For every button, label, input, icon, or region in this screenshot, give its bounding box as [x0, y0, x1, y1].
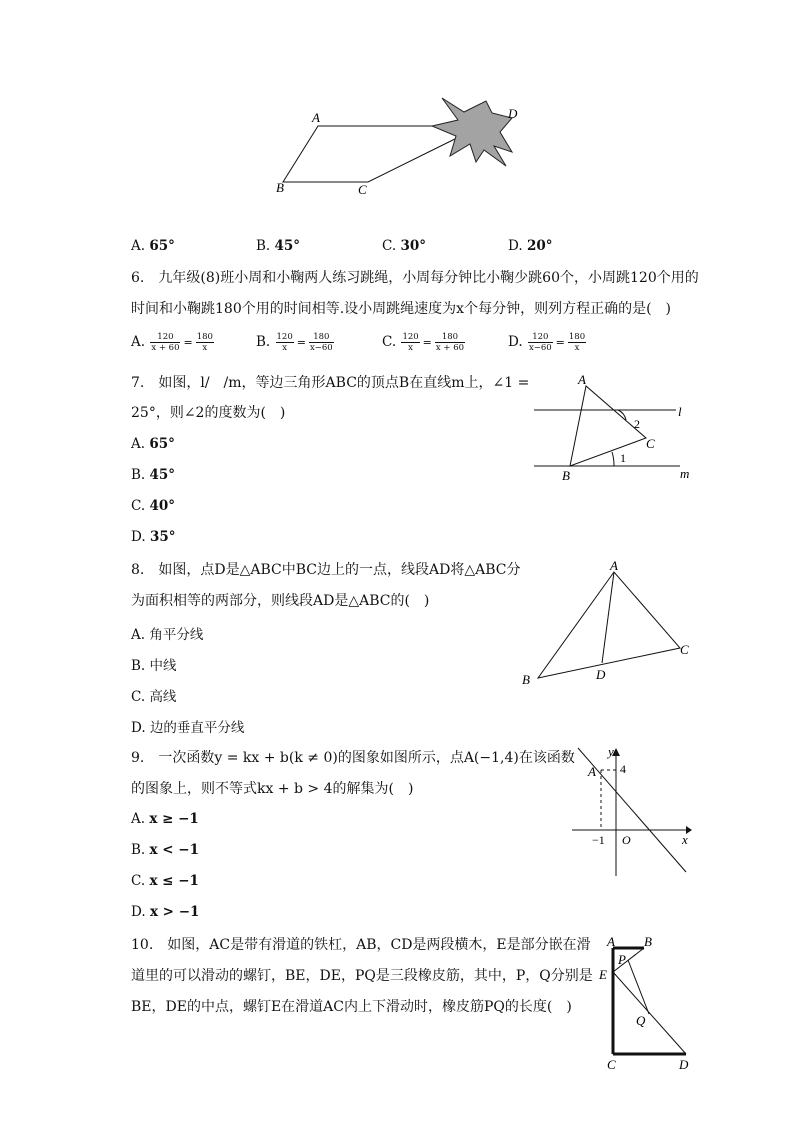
q7-option-a[interactable] [131, 436, 175, 452]
q5-option-c-key: C. [382, 238, 397, 254]
q8-label-B: B [522, 672, 530, 687]
q6-stem-line-2: 时间和小鞠跳180个用的时间相等.设小周跳绳速度为x个每分钟，则列方程正确的是( ) [131, 301, 671, 317]
q9-figure [568, 744, 694, 880]
q6-option-c-left-den: x [408, 343, 413, 353]
q8-option-d-key: D. [131, 720, 146, 736]
q8-option-c-text: 高线 [149, 689, 177, 705]
q8-option-b-key: B. [131, 658, 146, 674]
q8-stem-line-2: 为面积相等的两部分，则线段AD是△ABC的( ) [131, 593, 430, 609]
q8-option-b-text: 中线 [149, 658, 177, 674]
q6-option-d-right-fraction [568, 332, 586, 353]
q7-stem-line-2: 25°，则∠2的度数为( ) [131, 405, 286, 421]
q7-label-1: 1 [620, 451, 626, 465]
q6-option-c-key: C. [382, 334, 397, 350]
q5-option-d-text: 20° [526, 238, 553, 254]
q6-option-a-key: A. [131, 334, 146, 350]
q10-label-C: C [607, 1057, 616, 1072]
q9-stem-line-2: 的图象上，则不等式kx + b > 4的解集为( ) [131, 781, 414, 797]
q8-option-a-key: A. [131, 627, 146, 643]
q10-label-Q: Q [636, 1013, 646, 1028]
q9-option-c[interactable] [131, 873, 199, 889]
q7-label-2: 2 [634, 417, 640, 431]
q9-option-d-key: D. [131, 904, 146, 920]
q10-stem-line-3: BE，DE的中点，螺钉E在滑道AC内上下滑动时，橡皮筋PQ的长度( ) [131, 999, 572, 1015]
q5-option-c-text: 30° [400, 238, 426, 254]
q7-option-b-text: 45° [149, 467, 176, 483]
q9-option-d-text: x > −1 [149, 904, 200, 920]
q6-option-a-right-den: x [202, 343, 208, 353]
q6-option-c-right-fraction [435, 332, 465, 353]
q6-option-d-left-num: 120 [528, 332, 553, 343]
q9-option-c-key: C. [131, 873, 146, 889]
q6-stem-line-1: 6. 九年级(8)班小周和小鞠两人练习跳绳，小周每分钟比小鞠少跳60个，小周跳120个用的 [131, 270, 699, 286]
q8-option-d-text: 边的垂直平分线 [149, 720, 245, 736]
q10-figure [594, 932, 700, 1074]
q5-option-b-key: B. [256, 238, 271, 254]
q6-option-a-right-fraction [196, 332, 214, 353]
q5-figure [270, 92, 530, 202]
q6-option-b-right-num: 180 [309, 332, 334, 343]
q6-option-b-equals: = [296, 336, 306, 349]
q6-option-d-right-den: x [574, 343, 580, 353]
q8-option-a-text: 角平分线 [149, 627, 204, 643]
q6-option-a-left-fraction [150, 332, 180, 353]
q9-option-d[interactable] [131, 904, 199, 920]
q5-option-a[interactable] [131, 238, 175, 254]
q9-option-b[interactable] [131, 842, 199, 858]
q10-label-B: B [644, 934, 652, 949]
q8-option-b[interactable] [131, 654, 177, 674]
q9-label-x: x [682, 832, 688, 847]
q10-band-de [613, 972, 686, 1054]
q10-stem-line-1: 10. 如图，AC是带有滑道的铁杠，AB，CD是两段横木，E是部分嵌在滑 [131, 937, 591, 953]
q6-option-b-left-num: 120 [276, 332, 293, 342]
q5-option-c[interactable] [382, 238, 426, 254]
q7-option-c-key: C. [131, 498, 146, 514]
q7-option-b-key: B. [131, 467, 146, 483]
q5-option-b-text: 45° [274, 238, 301, 254]
q7-label-C: C [646, 436, 655, 451]
q6-option-a-right-num: 180 [196, 332, 213, 342]
q8-triangle-abc [538, 572, 680, 678]
q7-label-l: l [678, 404, 682, 419]
q10-label-E: E [599, 967, 607, 982]
q6-option-b[interactable] [256, 332, 335, 353]
q7-angle-1-arc [612, 452, 614, 466]
q7-option-d-text: 35° [149, 529, 176, 545]
q9-label-y: y [608, 744, 614, 759]
q6-option-c-equals: = [422, 336, 432, 349]
q8-option-a[interactable] [131, 623, 203, 643]
q5-label-C: C [358, 182, 367, 197]
q6-option-b-left-den: x [282, 343, 288, 353]
q8-label-C: C [680, 642, 689, 657]
q9-option-a-key: A. [131, 811, 146, 827]
q5-burst-shape [432, 98, 512, 166]
q8-stem-line-1: 8. 如图，点D是△ABC中BC边上的一点，线段AD将△ABC分 [131, 562, 521, 578]
q9-option-c-text: x ≤ −1 [149, 873, 199, 889]
q7-figure [530, 372, 700, 484]
q9-option-a-text: x ≥ −1 [149, 811, 199, 827]
q6-option-b-right-den: x−60 [309, 343, 333, 353]
q5-option-d-key: D. [508, 238, 523, 254]
q9-stem-line-1: 9. 一次函数y = kx + b(k ≠ 0)的图象如图所示，点A(−1,4)在该函数 [131, 750, 575, 766]
q6-option-c-right-num: 180 [435, 332, 465, 343]
q10-stem-line-2: 道里的可以滑动的螺钉，BE，DE，PQ是三段橡皮筋，其中，P，Q分别是 [131, 968, 593, 984]
q8-figure [516, 558, 696, 688]
q6-option-d-right-num: 180 [568, 332, 586, 342]
q6-option-d-left-fraction [528, 332, 553, 353]
q6-option-a-equals: = [183, 336, 193, 349]
q6-option-a-left-num: 120 [150, 332, 180, 343]
q6-option-c-left-num: 120 [402, 332, 419, 342]
q7-option-a-text: 65° [149, 436, 175, 452]
q9-option-b-text: x < −1 [149, 842, 199, 858]
q9-label-O: O [622, 833, 631, 847]
q7-option-d-key: D. [131, 529, 146, 545]
q6-option-d-left-den: x−60 [528, 343, 552, 353]
q6-option-a-left-den: x + 60 [151, 343, 180, 353]
q9-option-b-key: B. [131, 842, 146, 858]
q6-option-c-left-fraction [401, 332, 419, 353]
q6-option-a[interactable] [131, 332, 215, 353]
q7-stem-line-1: 7. 如图，l/ /m，等边三角形ABC的顶点B在直线m上，∠1 = [131, 375, 530, 391]
q5-parallelogram-lines [283, 126, 465, 182]
q7-option-d[interactable] [131, 529, 175, 545]
q7-option-c-text: 40° [149, 498, 175, 514]
q8-label-D: D [596, 667, 606, 682]
q9-label-4: 4 [620, 762, 626, 776]
q6-option-b-key: B. [256, 334, 271, 350]
q7-label-A: A [578, 372, 586, 387]
q5-label-B: B [276, 180, 284, 195]
q7-label-m: m [680, 466, 690, 481]
q7-option-a-key: A. [131, 436, 146, 452]
q7-label-B: B [562, 468, 570, 483]
q9-label-A: A [588, 764, 596, 779]
q9-option-a[interactable] [131, 811, 199, 827]
q5-option-a-key: A. [131, 238, 146, 254]
q5-label-D: D [508, 106, 518, 121]
q8-option-c[interactable] [131, 685, 176, 705]
q5-label-A: A [312, 110, 320, 125]
q10-label-D: D [679, 1057, 689, 1072]
q9-label-neg1: −1 [592, 833, 605, 847]
q10-band-pq [628, 960, 649, 1014]
q10-label-A: A [607, 934, 615, 949]
q6-option-d[interactable] [508, 332, 587, 353]
q5-option-b[interactable] [256, 238, 300, 254]
q6-option-c-right-den: x + 60 [435, 343, 465, 353]
q6-option-d-key: D. [508, 334, 523, 350]
q7-option-b[interactable] [131, 467, 175, 483]
q6-option-c[interactable] [382, 332, 466, 353]
q10-label-P: P [618, 952, 626, 967]
q5-option-a-text: 65° [149, 238, 175, 254]
q8-option-c-key: C. [131, 689, 146, 705]
q6-option-b-right-fraction [309, 332, 334, 353]
q6-option-d-equals: = [555, 336, 565, 349]
q7-option-c[interactable] [131, 498, 175, 514]
q5-option-d[interactable] [508, 238, 552, 254]
q8-option-d[interactable] [131, 716, 244, 736]
q8-label-A: A [610, 558, 618, 573]
q6-option-b-left-fraction [276, 332, 294, 353]
